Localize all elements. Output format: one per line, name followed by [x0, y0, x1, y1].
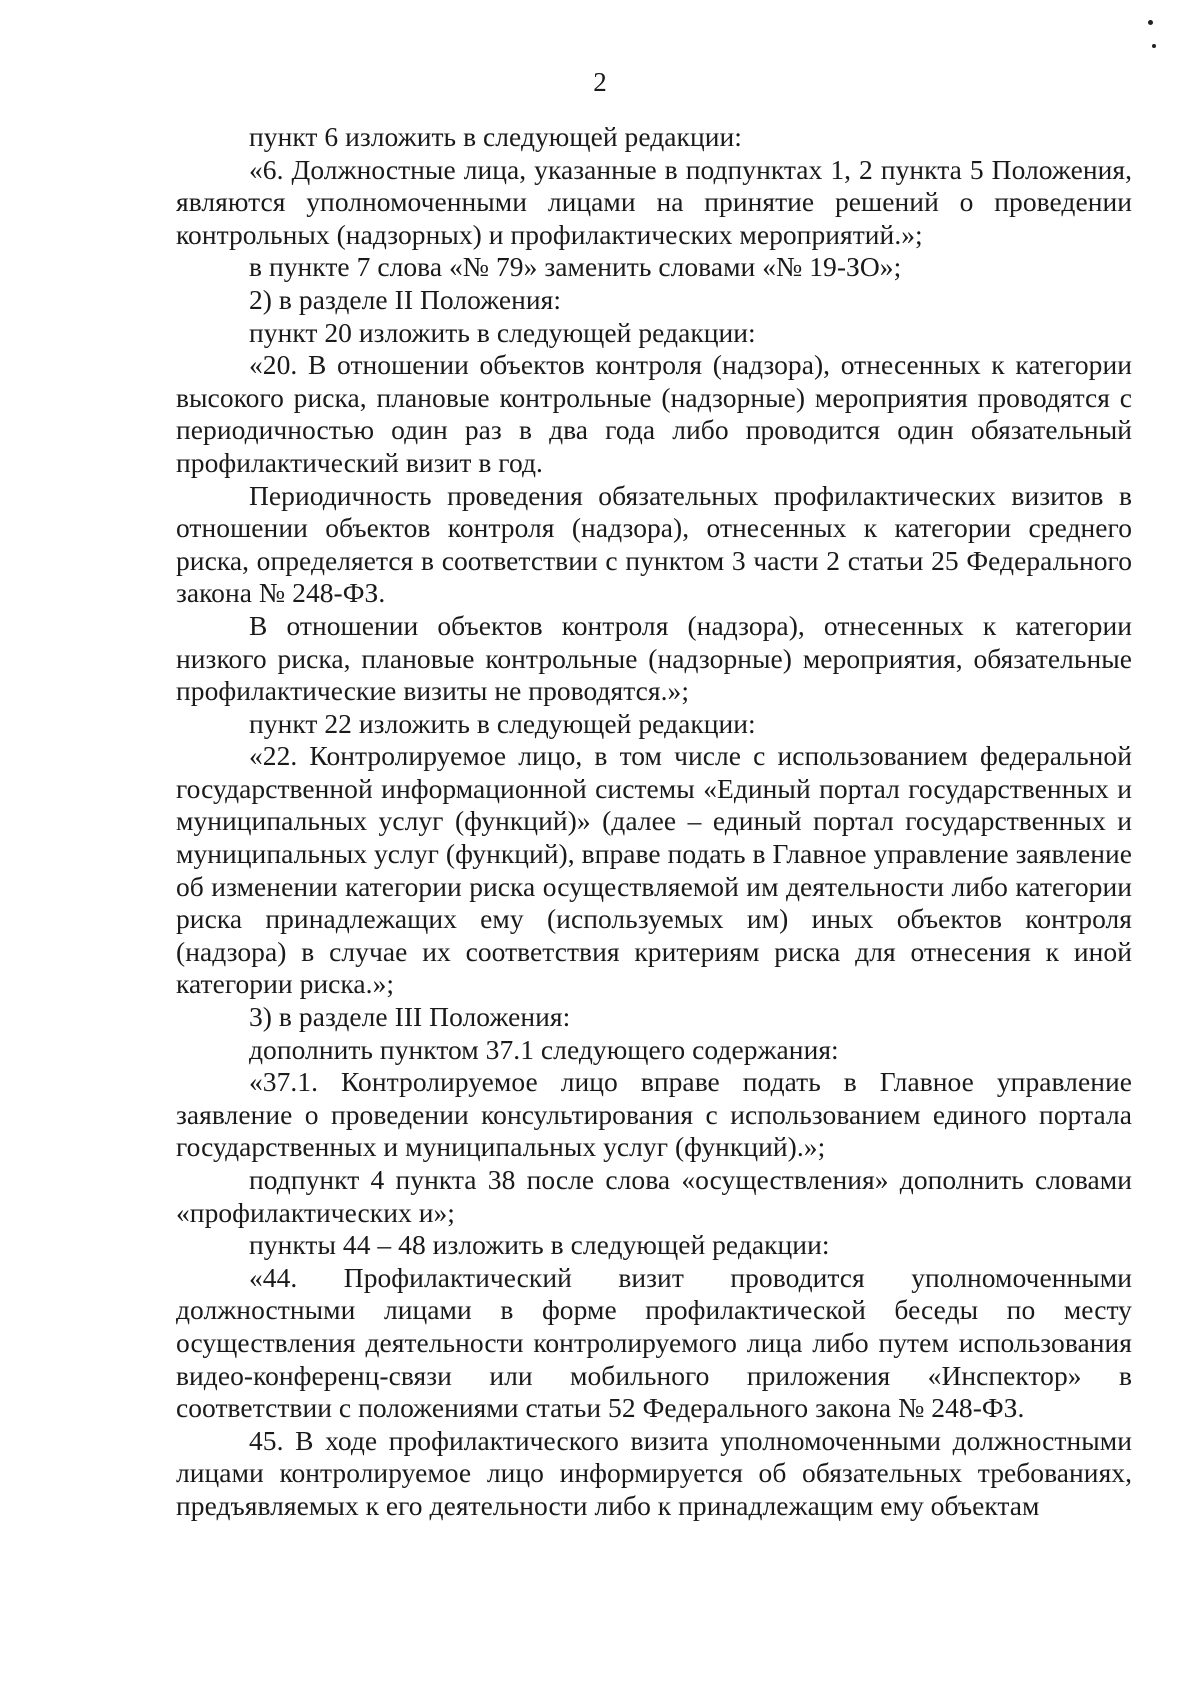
paragraph: «6. Должностные лица, указанные в подпунктах 1, 2 пункта 5 Положения, являются уполномоченными лицами на принятие решений о проведении контрольных (надзорных) и профилактических мероприятий.»; — [176, 153, 1132, 250]
paragraph: В отношении объектов контроля (надзора), отнесенных к категории низкого риска, плановые контрольные (надзорные) мероприятия, обязательные профилактические визиты не проводятся.»; — [176, 609, 1132, 707]
paragraph: в пункте 7 слова «№ 79» заменить словами «№ 19-ЗО»; — [249, 251, 902, 283]
scan-speck — [1152, 44, 1156, 48]
paragraph: пункты 44 – 48 изложить в следующей редакции: — [249, 1229, 830, 1261]
paragraph: пункт 6 изложить в следующей редакции: — [249, 121, 742, 152]
paragraph: 2) в разделе II Положения: — [249, 283, 562, 315]
paragraph: пункт 20 изложить в следующей редакции: — [249, 316, 756, 348]
document-body — [176, 121, 1132, 1523]
paragraph: 45. В ходе профилактического визита уполномоченными должностными лицами контролируемое лицо информируется об обязательных требованиях, предъявляемых к его деятельности либо к принадлежащим ему объектам — [176, 1424, 1132, 1521]
paragraph: «20. В отношении объектов контроля (надзора), отнесенных к категории высокого риска, плановые контрольные (надзорные) мероприятия проводятся с периодичностью один раз в два года либо проводится один обязательный профилактический визит в год. — [176, 349, 1132, 478]
paragraph: Периодичность проведения обязательных профилактических визитов в отношении объектов контроля (надзора), отнесенных к категории среднего риска, определяется в соответствии с пунктом 3 части 2 статьи 25 Федерального закона № 248-ФЗ. — [176, 479, 1132, 609]
paragraph: «22. Контролируемое лицо, в том числе с использованием федеральной государственной информационной системы «Единый портал государственных и муниципальных услуг (функций)» (далее – единый портал государственных и муниципальных услуг (функций), вправе подать в Главное управление заявление об изменении категории риска осуществляемой им деятельности либо категории риска принадлежащих ему (используемых им) иных объектов контроля (надзора) в случае их соответствия критериям риска для отнесения к иной категории риска.»; — [176, 740, 1132, 1000]
scan-speck — [1148, 20, 1153, 25]
paragraph: «37.1. Контролируемое лицо вправе подать в Главное управление заявление о проведении консультирования с использованием единого портала государственных и муниципальных услуг (функций).»; — [176, 1066, 1132, 1163]
paragraph: «44. Профилактический визит проводится уполномоченными должностными лицами в форме профилактической беседы по месту осуществления деятельности контролируемого лица либо путем использования видео-конференц-связи или мобильного приложения «Инспектор» в соответствии с положениями статьи 52 Федерального закона № 248-ФЗ. — [176, 1261, 1132, 1424]
paragraph: подпункт 4 пункта 38 после слова «осуществления» дополнить словами «профилактических и»; — [176, 1164, 1132, 1228]
page-number: 2 — [593, 67, 607, 97]
paragraph: 3) в разделе III Положения: — [249, 1001, 571, 1033]
paragraph: пункт 22 изложить в следующей редакции: — [249, 707, 756, 739]
paragraph: дополнить пунктом 37.1 следующего содержания: — [249, 1033, 839, 1065]
